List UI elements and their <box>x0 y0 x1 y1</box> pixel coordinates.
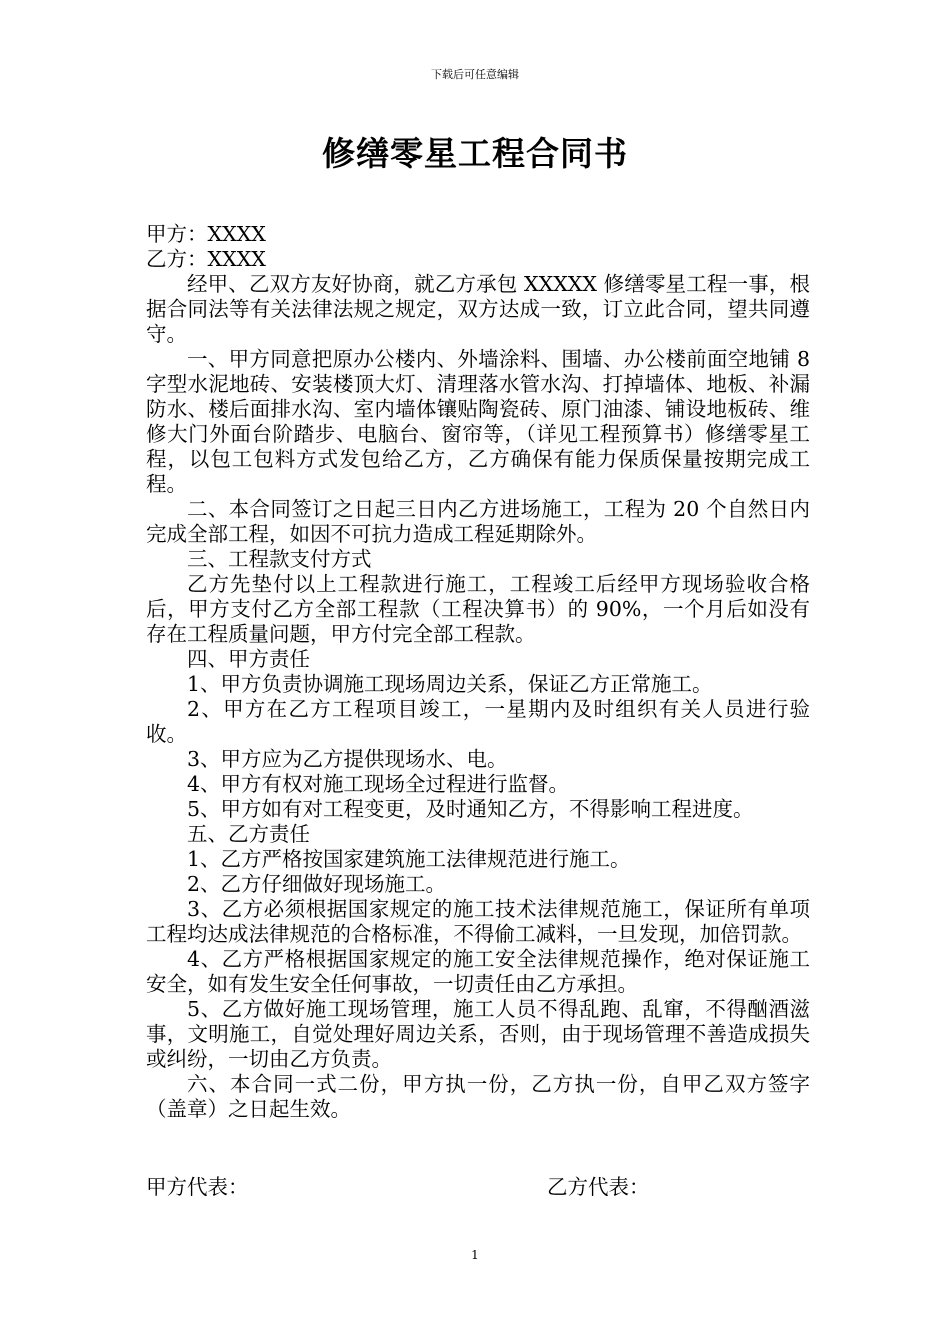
party-a-duty-3: 3、甲方应为乙方提供现场水、电。 <box>187 747 508 771</box>
clause-2-schedule: 二、本合同签订之日起三日内乙方进场施工，工程为 20 个自然日内完成全部工程，如因不可抗力造成工程延期除外。 <box>146 497 810 546</box>
party-a-duty-2: 2、甲方在乙方工程项目竣工，一星期内及时组织有关人员进行验收。 <box>146 697 810 746</box>
signature-block <box>146 1170 810 1198</box>
party-b-duty-2: 2、乙方仔细做好现场施工。 <box>187 872 447 896</box>
party-a-duty-5: 5、甲方如有对工程变更，及时通知乙方，不得影响工程进度。 <box>187 797 754 821</box>
party-b-duty-5: 5、乙方做好施工现场管理，施工人员不得乱跑、乱窜，不得酗酒滋事，文明施工，自觉处理好周边关系，否则，由于现场管理不善造成损失或纠纷，一切由乙方负责。 <box>146 997 810 1071</box>
intro-paragraph: 经甲、乙双方友好协商，就乙方承包 XXXXX 修缮零星工程一事，根据合同法等有关法律法规之规定，双方达成一致，订立此合同，望共同遵守。 <box>146 272 810 346</box>
party-b-duty-4: 4、乙方严格根据国家规定的施工安全法律规范操作，绝对保证施工安全，如有发生安全任何事故，一切责任由乙方承担。 <box>146 947 810 996</box>
document-title: 修缮零星工程合同书 <box>322 134 628 173</box>
clause-3-heading: 三、工程款支付方式 <box>187 547 372 571</box>
clause-4-heading: 四、甲方责任 <box>187 647 310 671</box>
clause-5-heading: 五、乙方责任 <box>187 822 310 846</box>
party-b-line: 乙方：XXXX <box>146 247 266 271</box>
party-b-duty-1: 1、乙方严格按国家建筑施工法律规范进行施工。 <box>187 847 631 871</box>
contract-body <box>146 222 810 1122</box>
party-a-duty-1: 1、甲方负责协调施工现场周边关系，保证乙方正常施工。 <box>187 672 713 696</box>
party-a-duty-4: 4、甲方有权对施工现场全过程进行监督。 <box>187 772 570 796</box>
clause-6-effect: 六、本合同一式二份，甲方执一份，乙方执一份，自甲乙双方签字（盖章）之日起生效。 <box>146 1072 810 1121</box>
party-a-signature-label: 甲方代表： <box>146 1175 249 1199</box>
party-a-line: 甲方：XXXX <box>146 222 266 246</box>
page-number: 1 <box>471 1248 479 1262</box>
clause-3-payment: 乙方先垫付以上工程款进行施工，工程竣工后经甲方现场验收合格后，甲方支付乙方全部工程款（工程决算书）的 90%，一个月后如没有存在工程质量问题，甲方付完全部工程款。 <box>146 572 810 646</box>
header-note: 下载后可任意编辑 <box>431 68 519 81</box>
clause-1-scope: 一、甲方同意把原办公楼内、外墙涂料、围墙、办公楼前面空地铺 8 字型水泥地砖、安装楼顶大灯、清理落水管水沟、打掉墙体、地板、补漏防水、楼后面排水沟、室内墙体镶贴陶瓷砖、原门油漆、铺设地板砖、维修大门外面台阶踏步、电脑台、窗帘等，（详见工程预算书）修缮零星工程，以包工包料方式发包给乙方，乙方确保有能力保质保量按期完成工程。 <box>146 347 810 496</box>
party-b-signature-label: 乙方代表： <box>547 1175 650 1199</box>
party-b-duty-3: 3、乙方必须根据国家规定的施工技术法律规范施工，保证所有单项工程均达成法律规范的合格标准，不得偷工减料，一旦发现，加倍罚款。 <box>146 897 810 946</box>
